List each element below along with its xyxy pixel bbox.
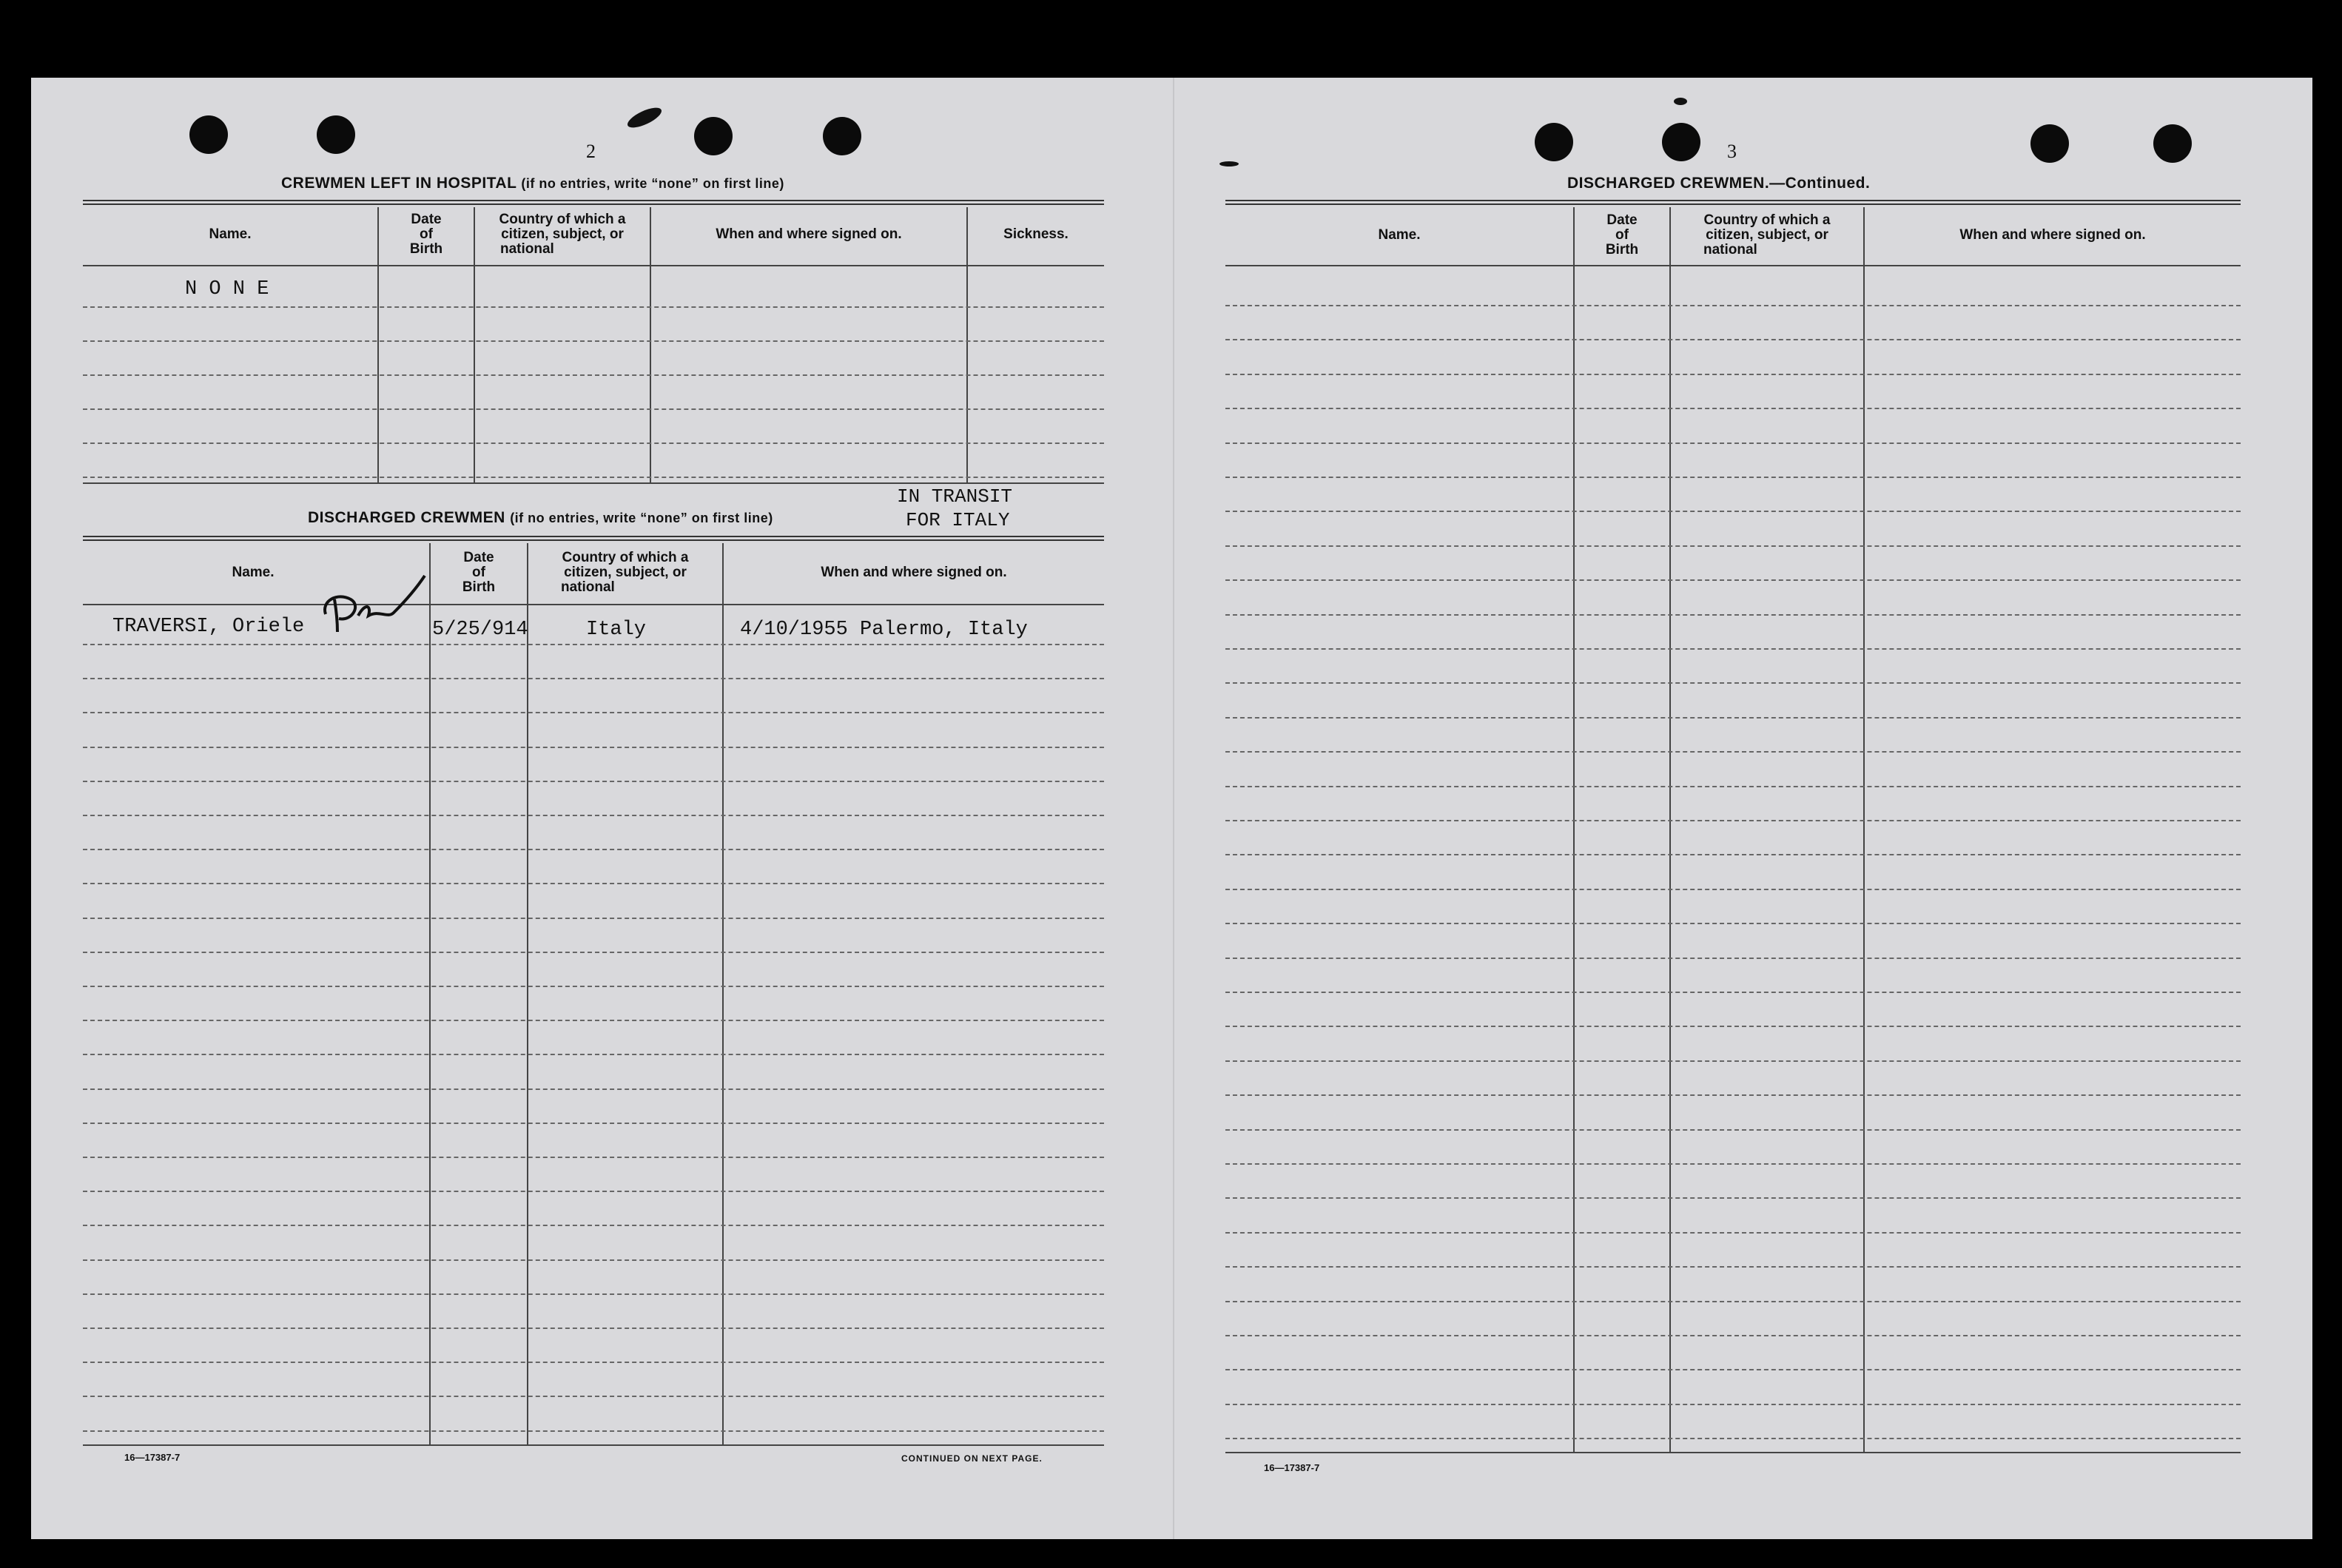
row-line — [1225, 1369, 2241, 1370]
form-number: 16—17387-7 — [124, 1452, 181, 1463]
row-line — [1225, 579, 2241, 581]
row-line — [83, 1430, 1104, 1432]
discharged-section-title — [308, 509, 773, 527]
hospital-header-name: Name. — [209, 226, 252, 242]
row-line — [1225, 820, 2241, 821]
discharged-header-country-line: national — [561, 579, 615, 595]
row-line — [83, 1054, 1104, 1055]
row-line — [1225, 614, 2241, 616]
discharged-header-dob-line: Birth — [462, 579, 496, 595]
row-line — [83, 781, 1104, 782]
transit-stamp-line2: FOR ITALY — [906, 509, 1010, 531]
row-line — [1225, 751, 2241, 753]
document-sheet — [31, 78, 2312, 1539]
row-line — [1225, 1438, 2241, 1439]
right-header-when-where: When and where signed on. — [1959, 227, 2146, 243]
row-line — [1225, 889, 2241, 890]
row-line — [1225, 408, 2241, 409]
discharged-row-signed-on: 4/10/1955 Palermo, Italy — [740, 619, 1028, 641]
row-line — [83, 883, 1104, 884]
transit-stamp-line1: IN TRANSIT — [897, 485, 1013, 508]
hospital-row-line — [83, 443, 1104, 444]
row-line — [1225, 717, 2241, 719]
page-number: 3 — [1727, 141, 1737, 162]
continued-note: CONTINUED ON NEXT PAGE. — [901, 1453, 1043, 1464]
row-line — [1225, 511, 2241, 512]
hospital-row-line — [83, 340, 1104, 342]
row-line — [1225, 1129, 2241, 1131]
hospital-col-divider — [966, 207, 968, 482]
discharged-row-country: Italy — [586, 619, 647, 641]
row-line — [83, 1088, 1104, 1090]
row-line — [83, 815, 1104, 816]
ink-blot — [1219, 161, 1239, 166]
row-line — [1225, 1404, 2241, 1405]
row-line — [1225, 339, 2241, 340]
page-number: 2 — [586, 141, 596, 162]
hospital-header-dob-line: Birth — [409, 241, 443, 257]
hospital-header-dob-line: of — [420, 226, 433, 242]
punch-hole-icon — [694, 117, 733, 155]
hospital-top-rule — [83, 200, 1104, 205]
punch-hole-icon — [189, 115, 228, 154]
right-header-country — [1671, 213, 1863, 258]
row-line — [83, 644, 1104, 645]
discharged-header-name: Name. — [232, 565, 275, 580]
row-line — [83, 1328, 1104, 1329]
hospital-section-title — [281, 175, 784, 192]
discharged-top-rule — [83, 536, 1104, 541]
hospital-header-country-line: Country of which a — [499, 212, 626, 227]
hospital-row-line — [83, 374, 1104, 376]
row-line — [83, 1293, 1104, 1295]
row-line — [1225, 682, 2241, 684]
discharged-row-dob: 5/25/914 — [432, 619, 528, 641]
hospital-title-note: (if no entries, write “none” on first line) — [521, 176, 784, 191]
discharged-bottom-rule — [83, 1444, 1104, 1446]
right-header-country-line: Country of which a — [1703, 212, 1831, 228]
hospital-header-rule — [83, 265, 1104, 266]
discharged-header-country-line: Country of which a — [562, 550, 689, 565]
row-line — [1225, 992, 2241, 993]
row-line — [1225, 786, 2241, 787]
row-line — [1225, 648, 2241, 650]
discharged-header-dob — [431, 551, 527, 595]
punch-hole-icon — [823, 117, 861, 155]
row-line — [83, 1362, 1104, 1363]
discharged-title-main: DISCHARGED CREWMEN — [308, 509, 505, 526]
discharged-continued-title: DISCHARGED CREWMEN.—Continued. — [1567, 175, 1871, 192]
row-line — [1225, 477, 2241, 478]
row-line — [1225, 1301, 2241, 1302]
row-line — [1225, 958, 2241, 959]
right-header-dob-line: of — [1615, 227, 1629, 243]
hospital-header-country-line: national — [500, 241, 554, 257]
discharged-header-country — [528, 551, 722, 595]
form-number: 16—17387-7 — [1264, 1462, 1320, 1473]
row-line — [83, 849, 1104, 850]
row-line — [1225, 1060, 2241, 1062]
row-line — [1225, 1163, 2241, 1165]
right-header-rule — [1225, 265, 2241, 266]
row-line — [83, 1259, 1104, 1261]
row-line — [83, 712, 1104, 713]
row-line — [83, 747, 1104, 748]
row-line — [1225, 1335, 2241, 1336]
row-line — [1225, 545, 2241, 547]
discharged-title-note: (if no entries, write “none” on first line) — [510, 511, 773, 525]
hospital-header-dob-line: Date — [411, 212, 442, 227]
right-bottom-rule — [1225, 1452, 2241, 1453]
discharged-header-when-where: When and where signed on. — [821, 565, 1007, 580]
right-header-dob-line: Birth — [1605, 242, 1639, 258]
page-fold — [1173, 78, 1174, 1539]
row-line — [1225, 374, 2241, 375]
hospital-row-line — [83, 408, 1104, 410]
right-top-rule — [1225, 200, 2241, 205]
hospital-header-country-line: citizen, subject, or — [501, 226, 624, 242]
punch-hole-icon — [2153, 124, 2192, 163]
row-line — [83, 1123, 1104, 1124]
row-line — [83, 1191, 1104, 1192]
right-header-name: Name. — [1378, 227, 1421, 243]
hospital-row-line — [83, 477, 1104, 478]
ink-blot — [1674, 98, 1687, 105]
row-line — [1225, 1026, 2241, 1027]
row-line — [1225, 443, 2241, 444]
hospital-header-when-where: When and where signed on. — [716, 226, 902, 242]
handwritten-initials-icon — [320, 570, 431, 636]
punch-hole-icon — [1662, 123, 1700, 161]
row-line — [83, 1020, 1104, 1021]
discharged-header-dob-line: of — [472, 565, 485, 580]
row-line — [83, 1225, 1104, 1226]
row-line — [83, 678, 1104, 679]
discharged-header-dob-line: Date — [463, 550, 494, 565]
punch-hole-icon — [1535, 123, 1573, 161]
discharged-row-name: TRAVERSI, Oriele — [112, 616, 305, 638]
row-line — [1225, 1232, 2241, 1234]
row-line — [1225, 923, 2241, 924]
row-line — [1225, 854, 2241, 855]
hospital-bottom-rule — [83, 482, 1104, 484]
right-header-dob-line: Date — [1606, 212, 1638, 228]
punch-hole-icon — [2030, 124, 2069, 163]
row-line — [1225, 1094, 2241, 1096]
hospital-entry-none: N O N E — [185, 278, 269, 300]
row-line — [1225, 1266, 2241, 1268]
hospital-header-sickness: Sickness. — [1003, 226, 1069, 242]
right-header-country-line: national — [1703, 242, 1757, 258]
row-line — [83, 952, 1104, 953]
hospital-col-divider — [650, 207, 651, 482]
hospital-row-line — [83, 306, 1104, 308]
row-line — [1225, 305, 2241, 306]
row-line — [1225, 1197, 2241, 1199]
hospital-header-country — [475, 212, 650, 257]
discharged-header-rule — [83, 604, 1104, 605]
right-header-dob — [1575, 213, 1669, 258]
right-header-country-line: citizen, subject, or — [1706, 227, 1828, 243]
punch-hole-icon — [317, 115, 355, 154]
row-line — [83, 918, 1104, 919]
row-line — [83, 1157, 1104, 1158]
hospital-title-main: CREWMEN LEFT IN HOSPITAL — [281, 175, 517, 192]
hospital-header-dob — [379, 212, 474, 257]
discharged-header-country-line: citizen, subject, or — [564, 565, 687, 580]
row-line — [83, 986, 1104, 987]
row-line — [83, 1396, 1104, 1397]
